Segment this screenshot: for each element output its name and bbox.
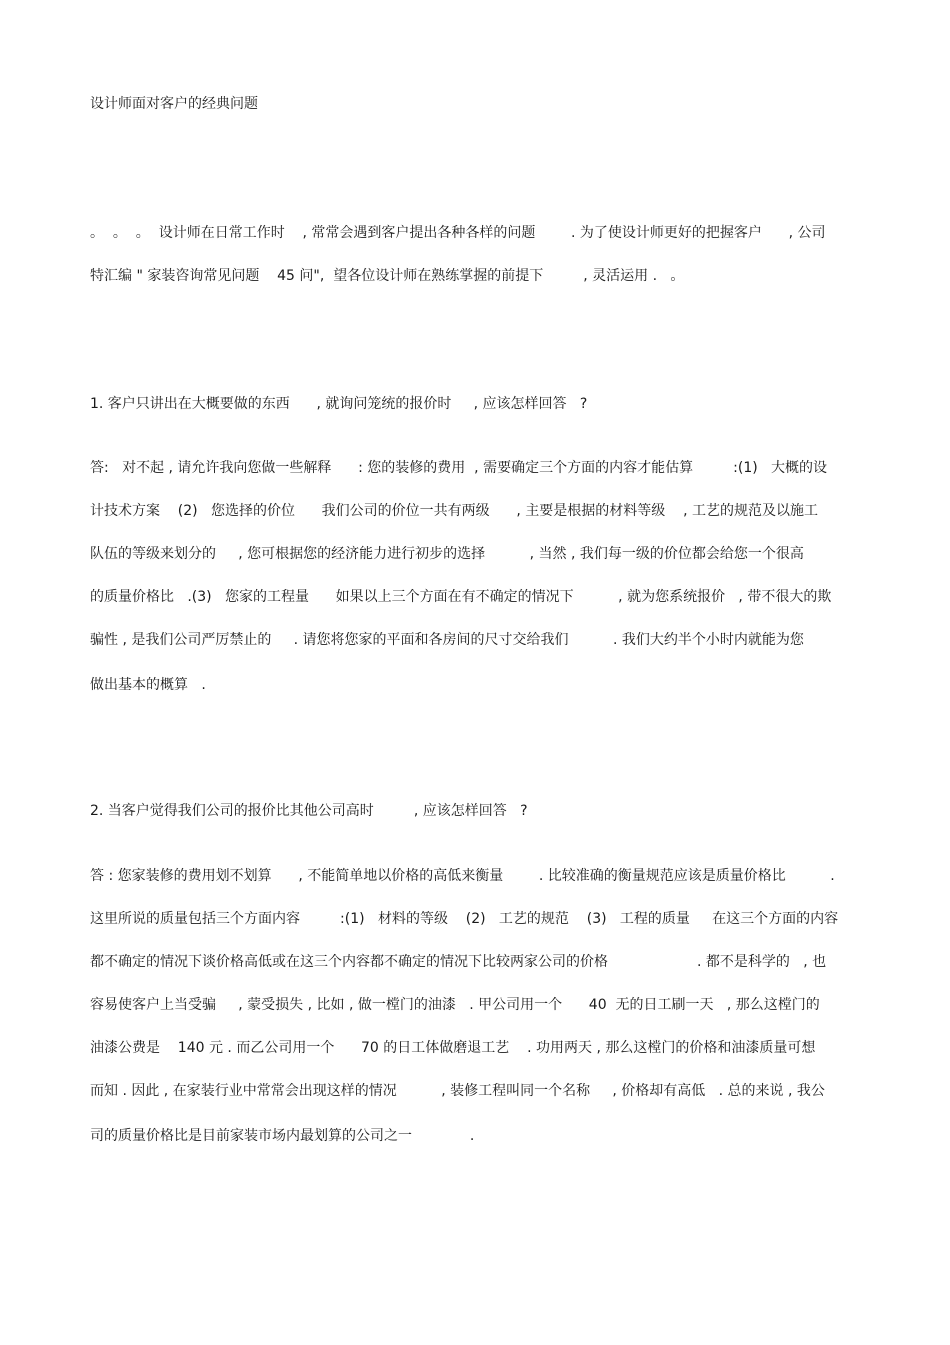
question-1: 1. 客户只讲出在大概要做的东西 , 就询问笼统的报价时 , 应该怎样回答 ? bbox=[90, 396, 588, 412]
answer-2-line-5: 油漆公费是 140 元 . 而乙公司用一个 70 的日工体做磨退工艺 . 功用两天 , 那么这樘门的价格和油漆质量可想 bbox=[90, 1040, 816, 1056]
answer-2-line-7: 司的质量价格比是目前家装市场内最划算的公司之一 . bbox=[90, 1128, 475, 1144]
intro-line-1: 。 。 。 设计师在日常工作时 , 常常会遇到客户提出各种各样的问题 . 为了使设计师更好的把握客户 , 公司 bbox=[90, 225, 826, 241]
answer-1-line-6: 做出基本的概算 . bbox=[90, 677, 206, 693]
answer-2-line-3: 都不确定的情况下谈价格高低或在这三个内容都不确定的情况下比较两家公司的价格 . 都不是科学的 , 也 bbox=[90, 954, 827, 970]
answer-1-line-1: 答: 对不起 , 请允许我向您做一些解释 : 您的装修的费用 , 需要确定三个方面的内容才能估算 :(1) 大概的设 bbox=[90, 460, 828, 476]
answer-2-line-6: 而知 . 因此 , 在家装行业中常常会出现这样的情况 , 装修工程叫同一个名称 , 价格却有高低 . 总的来说 , 我公 bbox=[90, 1083, 825, 1099]
answer-1-line-5: 骗性 , 是我们公司严厉禁止的 . 请您将您家的平面和各房间的尺寸交给我们 . 我们大约半个小时内就能为您 bbox=[90, 632, 804, 648]
answer-2-line-1: 答 : 您家装修的费用划不划算 , 不能简单地以价格的高低来衡量 . 比较准确的衡量规范应该是质量价格比 . bbox=[90, 868, 835, 884]
answer-2-line-2: 这里所说的质量包括三个方面内容 :(1) 材料的等级 (2) 工艺的规范 (3) 工程的质量 在这三个方面的内容 bbox=[90, 911, 839, 927]
answer-2-line-4: 容易使客户上当受骗 , 蒙受损失 , 比如 , 做一樘门的油漆 . 甲公司用一个 40 无的日工刷一天 , 那么这樘门的 bbox=[90, 997, 820, 1013]
answer-1-line-4: 的质量价格比 .(3) 您家的工程量 如果以上三个方面在有不确定的情况下 , 就为您系统报价 , 带不很大的欺 bbox=[90, 589, 832, 605]
intro-line-2: 特汇编 " 家装咨询常见问题 45 问", 望各位设计师在熟练掌握的前提下 , 灵活运用 . 。 bbox=[90, 268, 685, 284]
document-title: 设计师面对客户的经典问题 bbox=[90, 96, 258, 112]
answer-1-line-3: 队伍的等级来划分的 , 您可根据您的经济能力进行初步的选择 , 当然 , 我们每一级的价位都会给您一个很高 bbox=[90, 546, 804, 562]
answer-1-line-2: 计技术方案 (2) 您选择的价位 我们公司的价位一共有两级 , 主要是根据的材料等级 , 工艺的规范及以施工 bbox=[90, 503, 818, 519]
question-2: 2. 当客户觉得我们公司的报价比其他公司高时 , 应该怎样回答 ? bbox=[90, 803, 528, 819]
